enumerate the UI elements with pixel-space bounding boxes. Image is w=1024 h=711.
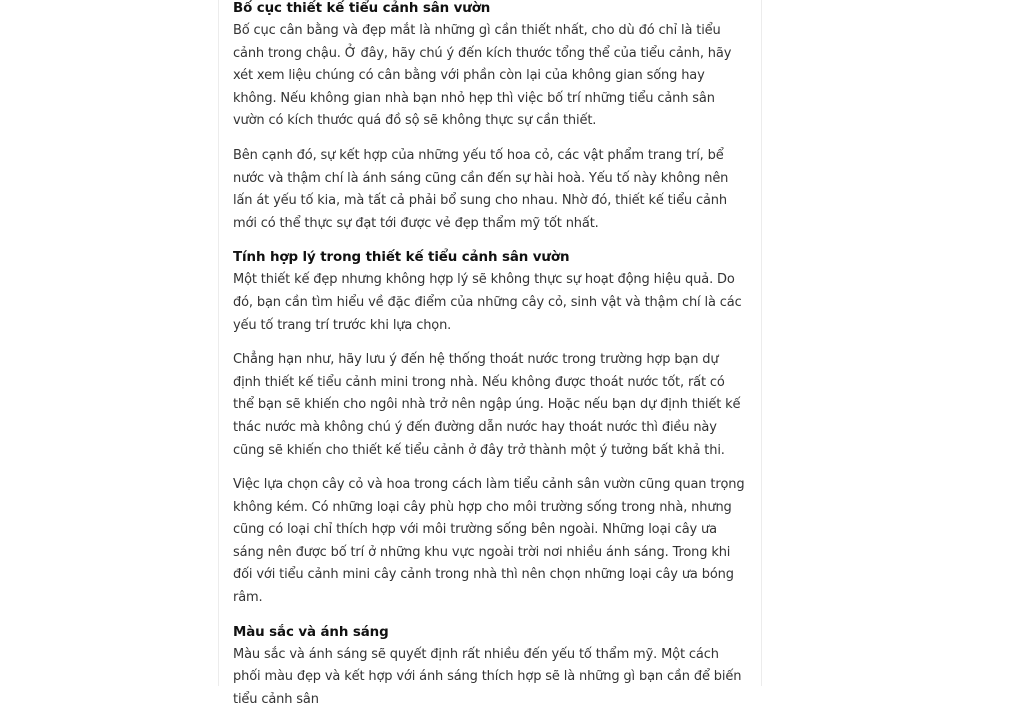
- section-heading: Tính hợp lý trong thiết kế tiểu cảnh sân vườn: [233, 250, 570, 266]
- paragraph: Một thiết kế đẹp nhưng không hợp lý sẽ không thực sự hoạt động hiệu quả. Do đó, bạn cần tìm hiểu về đặc điểm của những cây cỏ, sinh vật và thậm chí là các yếu tố trang trí trước khi lựa chọn.: [233, 272, 742, 333]
- section-practicality: [233, 247, 747, 609]
- paragraph: Bên cạnh đó, sự kết hợp của những yếu tố hoa cỏ, các vật phẩm trang trí, bể nước và thậm chí là ánh sáng cũng cần đến sự hài hoà. Yếu tố này không nên lấn át yếu tố kia, mà tất cả phải bổ sung cho nhau. Nhờ đó, thiết kế tiểu cảnh mới có thể thực sự đạt tới được vẻ đẹp thẩm mỹ tốt nhất.: [233, 147, 729, 231]
- section-color-light: [233, 622, 747, 711]
- section-layout: [233, 0, 747, 235]
- paragraph: Việc lựa chọn cây cỏ và hoa trong cách làm tiểu cảnh sân vườn cũng quan trọng không kém. Có những loại cây phù hợp cho môi trường sống trong nhà, nhưng cũng có loại chỉ thích hợp với môi trường sống bên ngoài. Những loại cây ưa sáng nên được bố trí ở những khu vực ngoài trời nơi nhiều ánh sáng. Trong khi đối với tiểu cảnh mini cây cảnh trong nhà thì nên chọn những loại cây ưa bóng râm.: [233, 477, 745, 606]
- section-heading: Màu sắc và ánh sáng: [233, 624, 389, 640]
- section-heading: Bố cục thiết kế tiểu cảnh sân vườn: [233, 1, 491, 16]
- paragraph: Màu sắc và ánh sáng sẽ quyết định rất nhiều đến yếu tố thẩm mỹ. Một cách phối màu đẹp và kết hợp với ánh sáng thích hợp sẽ là những gì bạn cần để biến tiểu cảnh sân: [233, 646, 742, 707]
- article-body: [218, 0, 762, 707]
- paragraph: Chẳng hạn như, hãy lưu ý đến hệ thống thoát nước trong trường hợp bạn dự định thiết kế tiểu cảnh mini trong nhà. Nếu không được thoát nước tốt, rất có thể bạn sẽ khiến cho ngôi nhà trở nên ngập úng. Hoặc nếu bạn dự định thiết kế thác nước mà không chú ý đến đường dẫn nước hay thoát nước thì điều này cũng sẽ khiến cho thiết kế tiểu cảnh ở đây trở thành một ý tưởng bất khả thi.: [233, 352, 741, 458]
- paragraph: Bố cục cân bằng và đẹp mắt là những gì cần thiết nhất, cho dù đó chỉ là tiểu cảnh trong chậu. Ở đây, hãy chú ý đến kích thước tổng thể của tiểu cảnh, hãy xét xem liệu chúng có cân bằng với phần còn lại của không gian sống hay không. Nếu không gian nhà bạn nhỏ hẹp thì việc bố trí những tiểu cảnh sân vườn có kích thước quá đồ sộ sẽ không thực sự cần thiết.: [233, 23, 732, 129]
